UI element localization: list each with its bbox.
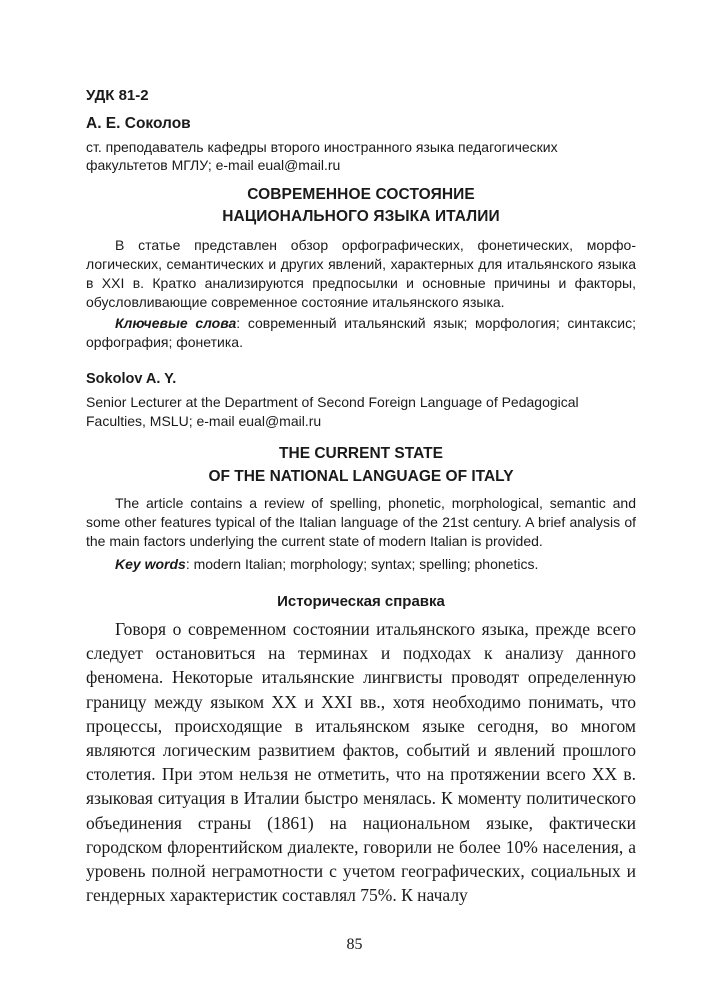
abstract-en: The article contains a review of spelling, phonetic, morphological, semantic and some other features typical of the Italian language of the 21st century. A brief analysis of the main factors underlying the current state of modern Italian is provided. (86, 495, 636, 549)
keywords-en-label: Key words (115, 556, 186, 572)
author-name-en: Sokolov A. Y. (86, 371, 177, 387)
article-title-en-line2: OF THE NATIONAL LANGUAGE OF ITALY (208, 468, 514, 485)
author-affiliation-ru: ст. преподаватель кафедры второго иностранного языка педагогических факультетов МГЛУ; e-mail eual@mail.ru (86, 139, 558, 173)
page-number: 85 (346, 936, 363, 953)
keywords-en-text: : modern Italian; morphology; syntax; spelling; phonetics. (185, 556, 539, 572)
keywords-en (86, 555, 636, 574)
article-page (86, 86, 636, 907)
article-title-en-line1: THE CURRENT STATE (279, 445, 443, 462)
section-heading: Историческая справка (277, 593, 445, 610)
article-title-en (86, 442, 636, 488)
author-name-ru: А. Е. Соколов (86, 115, 191, 132)
author-affiliation-en: Senior Lecturer at the Department of Second Foreign Language of Pedagogical Faculties, MSLU; e-mail eual@mail.ru (86, 394, 579, 429)
keywords-ru-label: Ключевые слова (115, 315, 237, 331)
abstract-ru: В статье представлен обзор орфографических, фонетических, морфологических, семантических и других явлений, характерных для итальянского языка в XXI в. Кратко анализируются предпосылки и основные причины и факторы, обусловливающие современное состояние итальянского языка. (86, 237, 636, 310)
body-paragraph: Говоря о современном состоянии итальянского языка, прежде всего следует остановиться на терминах и подходах к анализу данного феномена. Некоторые итальянские лингвисты проводят определенную границу между языком XX и XXI вв., хотя необходимо понимать, что процессы, происходящие в итальянском языке сегодня, во многом являются логическим развитием фактов, событий и явлений прошлого столетия. При этом нельзя не отметить, что на протяжении всего XX в. языковая ситуация в Италии быстро менялась. К моменту политического объединения страны (1861) на национальном языке, фактически городском флорентийском диалекте, говорили не более 10% населения, а уровень полной неграмотности с учетом географических, социальных и гендерных характеристик составлял 75%. К началу (86, 619, 636, 906)
article-title-ru-line1: СОВРЕМЕННОЕ СОСТОЯНИЕ (247, 186, 475, 203)
keywords-ru-text: : современный итальянский язык; морфология; синтаксис; орфография; фонетика. (86, 315, 636, 350)
keywords-ru (86, 314, 636, 352)
article-title-ru-line2: НАЦИОНАЛЬНОГО ЯЗЫКА ИТАЛИИ (222, 208, 500, 225)
article-title-ru (86, 184, 636, 228)
udk-code: УДК 81-2 (86, 87, 149, 104)
